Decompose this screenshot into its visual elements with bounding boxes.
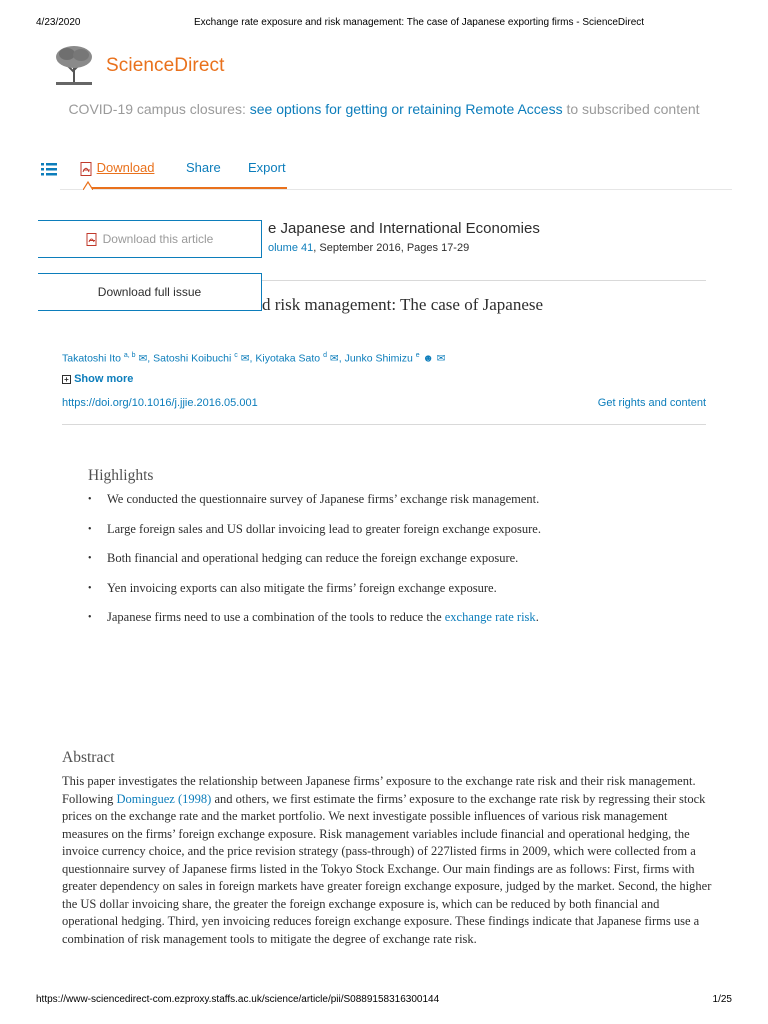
abstract-heading: Abstract (62, 749, 115, 766)
highlight-item: • Large foreign sales and US dollar invoicing lead to greater foreign exchange exposure. (88, 521, 578, 539)
pdf-icon (80, 162, 93, 176)
caret-icon (83, 180, 93, 190)
highlight-item: • We conducted the questionnaire survey of Japanese firms’ exchange risk management. (88, 491, 578, 509)
abstract-part: This paper investigates the relationship between Japanese firms’ exposure to the exchange rate risk and their risk management. Following (62, 774, 696, 806)
print-page-title: Exchange rate exposure and risk management: The case of Japanese exporting firms - ScienceDirect (194, 17, 645, 28)
mail-icon[interactable]: ✉ (436, 352, 446, 365)
pdf-icon (86, 233, 98, 246)
mail-icon[interactable]: ✉ (138, 352, 148, 365)
download-issue-option[interactable]: Download full issue (38, 273, 262, 311)
highlight-item: • Yen invoicing exports can also mitigate the firms’ foreign exchange exposure. (88, 580, 578, 598)
article-title: d risk management: The case of Japanese (262, 295, 544, 314)
print-page-number: 1/25 (712, 994, 732, 1005)
export-button[interactable]: Export (248, 160, 286, 175)
toolbar-divider (60, 189, 732, 190)
citation-link[interactable]: Dominguez (1998) (116, 791, 212, 806)
download-button[interactable] (80, 160, 154, 176)
notice-suffix: to subscribed content (562, 101, 700, 117)
highlight-item (88, 609, 578, 627)
author-affiliation: e (415, 352, 420, 359)
volume-line (268, 242, 469, 254)
show-more-label: Show more (74, 373, 134, 385)
author-affiliation: d (323, 352, 327, 359)
author-affiliation: a, b (123, 352, 136, 359)
author-name[interactable]: Satoshi Koibuchi (153, 352, 232, 365)
divider (262, 280, 706, 281)
mail-icon[interactable]: ✉ (329, 352, 339, 365)
author-name[interactable]: Junko Shimizu (344, 352, 413, 365)
mail-icon[interactable]: ✉ (240, 352, 250, 365)
exchange-rate-risk-link[interactable]: exchange rate risk (444, 610, 536, 624)
print-date: 4/23/2020 (36, 17, 81, 28)
notice-prefix: COVID-19 campus closures: (68, 101, 250, 117)
journal-name[interactable]: e Japanese and International Economies (268, 220, 540, 237)
show-more-button[interactable] (62, 373, 133, 385)
highlight-text-end: . (535, 610, 539, 624)
download-article-option[interactable] (38, 220, 262, 258)
abstract-part: and others, we first estimate the firms’ exposure to the exchange rate risk by regressing their stock prices on the exchange rate and the market portfolio. We next investigate possible influences of various risk management measures on the firms’ foreign exchange exposure. Risk management variables include financial and operational hedging, the invoice currency choice, and the price revision strategy (pass-through) of 227listed firms in 2009, which were collected from a questionnaire survey of Japanese firms listed in the Tokyo Stock Exchange. Our main findings are as follows: First, firms with greater dependency on sales in foreign markets have greater foreign exchange exposure, judged by the market. Second, the higher the US dollar invoicing share, the greater the foreign exchange exposure is, which can be reduced by both financial and operational hedging. Third, yen invoicing reduces foreign exchange exposure. These findings indicate that Japanese firms use a combination of risk management tools to mitigate the degree of exchange rate risk. (62, 791, 712, 946)
highlights-heading: Highlights (88, 467, 154, 484)
sciencedirect-brand[interactable]: ScienceDirect (106, 55, 225, 76)
elsevier-tree-logo[interactable] (50, 44, 98, 86)
highlight-item: • Both financial and operational hedging can reduce the foreign exchange exposure. (88, 550, 578, 568)
covid-notice (60, 100, 708, 118)
volume-details: , September 2016, Pages 17-29 (313, 242, 470, 254)
highlight-text: Japanese firms need to use a combination of the tools to reduce the (107, 610, 445, 624)
author-affiliation: c (234, 352, 238, 359)
remote-access-link[interactable]: see options for getting or retaining Remote Access (249, 101, 563, 117)
divider (62, 424, 706, 425)
volume-link[interactable]: olume 41 (268, 242, 314, 254)
abstract-text (62, 773, 712, 948)
author-name[interactable]: Kiyotaka Sato (255, 352, 321, 365)
share-button[interactable]: Share (186, 160, 221, 175)
author-name[interactable]: Takatoshi Ito (62, 352, 121, 365)
expand-icon: + (62, 375, 71, 384)
highlights-list (88, 491, 578, 639)
get-rights-link[interactable]: Get rights and content (597, 397, 706, 409)
doi-link[interactable]: https://doi.org/10.1016/j.jjie.2016.05.001 (62, 397, 258, 409)
person-icon[interactable]: ☻ (422, 352, 434, 365)
author-list: Takatoshi Ito $^{a, b}$ ✉, Satoshi Koibuchi $^c$ ✉, Kiyotaka Sato $^d$ ✉, Junko Shimizu $^e$ ☻ ✉ (62, 352, 446, 365)
download-article-label: Download this article (102, 232, 214, 246)
print-url: https://www-sciencedirect-com.ezproxy.staffs.ac.uk/science/article/pii/S0889158316300144 (36, 994, 440, 1005)
download-active-underline (84, 187, 287, 189)
list-icon[interactable] (41, 163, 57, 176)
download-label: Download (96, 160, 155, 175)
